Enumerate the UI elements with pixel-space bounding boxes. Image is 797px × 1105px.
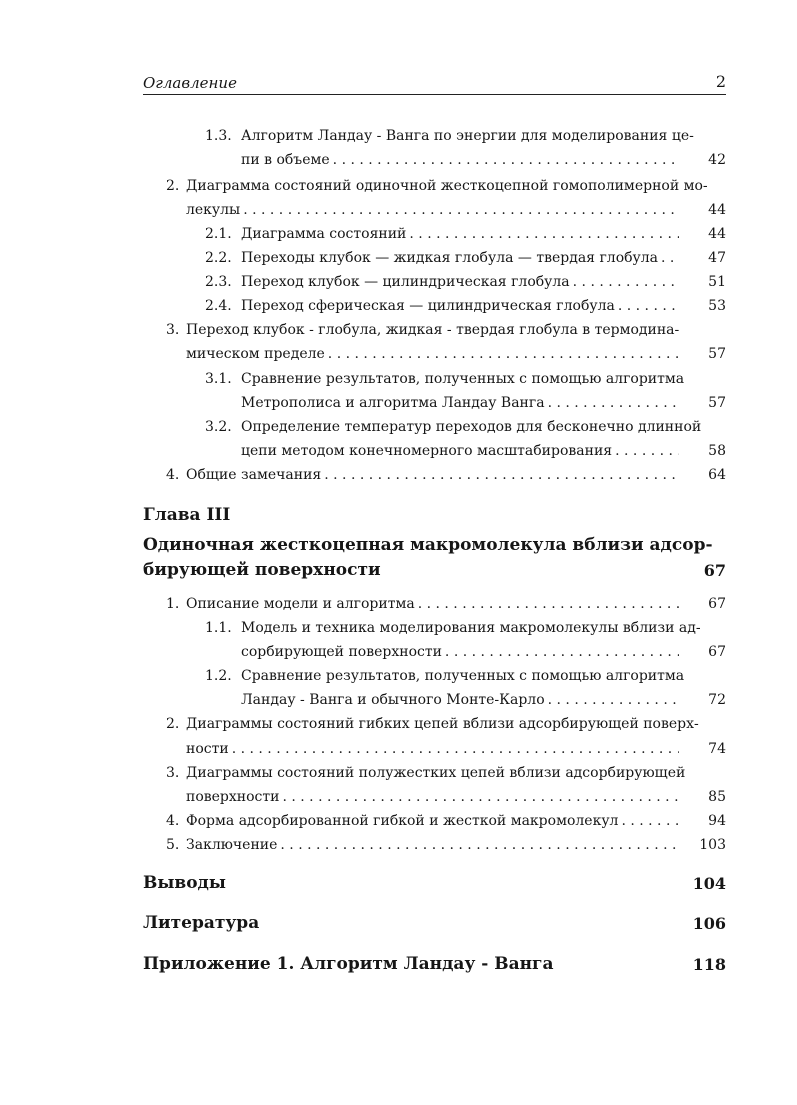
toc-entry-number: 4. xyxy=(166,467,180,483)
toc-entry-text: Переходы клубок — жидкая глобула — твердая глобула xyxy=(241,250,659,266)
leader-dots xyxy=(618,297,679,315)
toc-entry-number: 2.4. xyxy=(205,298,232,314)
toc-entry-text: Модель и техника моделирования макромолекулы вблизи ад- xyxy=(241,620,701,636)
chapter-title-line: бирующей поверхности xyxy=(143,560,381,580)
leader-dots xyxy=(661,249,679,267)
toc-entry-text: Переход клубок - глобула, жидкая - твердая глобула в термодина- xyxy=(186,322,680,338)
toc-entry-page: 57 xyxy=(708,395,726,411)
toc-entry-number: 1.1. xyxy=(205,620,232,636)
toc-entry-number: 2.2. xyxy=(205,250,232,266)
section-page: 118 xyxy=(692,955,726,974)
toc-entry-text: Общие замечания xyxy=(186,467,322,483)
toc-entry-text: сорбирующей поверхности xyxy=(241,644,442,660)
section-title: Выводы xyxy=(143,873,226,893)
section-title: Литература xyxy=(143,913,260,933)
chapter-label: Глава III xyxy=(143,505,231,525)
leader-dots xyxy=(621,812,679,830)
toc-entry-page: 47 xyxy=(708,250,726,266)
toc-entry-number: 3.2. xyxy=(205,419,232,435)
toc-entry-text: Алгоритм Ландау - Ванга по энергии для моделирования це- xyxy=(241,128,694,144)
toc-entry-text: поверхности xyxy=(186,789,280,805)
toc-entry-number: 5. xyxy=(166,837,180,853)
toc-entry-text: Диаграммы состояний полужестких цепей вблизи адсорбирующей xyxy=(186,765,686,781)
leader-dots xyxy=(243,201,679,219)
toc-entry-text: Сравнение результатов, полученных с помощью алгоритма xyxy=(241,668,685,684)
toc-entry-page: 51 xyxy=(708,274,726,290)
toc-entry-number: 2.3. xyxy=(205,274,232,290)
toc-entry-page: 74 xyxy=(708,741,726,757)
toc-entry-page: 67 xyxy=(708,596,726,612)
toc-entry-number: 2. xyxy=(166,716,180,732)
toc-entry-text: лекулы xyxy=(186,202,241,218)
toc-entry-text: Описание модели и алгоритма xyxy=(186,596,415,612)
leader-dots xyxy=(573,273,679,291)
toc-entry-text: Диаграмма состояний xyxy=(241,226,407,242)
toc-entry-number: 1. xyxy=(166,596,180,612)
toc-entry-page: 64 xyxy=(708,467,726,483)
toc-entry-text: Ландау - Ванга и обычного Монте-Карло xyxy=(241,692,545,708)
toc-entry-page: 58 xyxy=(708,443,726,459)
running-header-title: Оглавление xyxy=(143,74,237,92)
toc-entry-text: Сравнение результатов, полученных с помощью алгоритма xyxy=(241,371,685,387)
toc-entry-page: 42 xyxy=(708,152,726,168)
toc-entry-number: 3. xyxy=(166,765,180,781)
leader-dots xyxy=(615,442,679,460)
toc-entry-page: 103 xyxy=(699,837,726,853)
toc-entry-text: Заключение xyxy=(186,837,278,853)
toc-entry-text: мическом пределе xyxy=(186,346,325,362)
toc-entry-text: Метрополиса и алгоритма Ландау Ванга xyxy=(241,395,545,411)
leader-dots xyxy=(548,691,679,709)
leader-dots xyxy=(418,595,679,613)
toc-entry-number: 4. xyxy=(166,813,180,829)
leader-dots xyxy=(548,394,679,412)
section-page: 104 xyxy=(692,874,726,893)
toc-entry-page: 85 xyxy=(708,789,726,805)
toc-entry-text: ности xyxy=(186,741,229,757)
toc-entry-page: 53 xyxy=(708,298,726,314)
section-title: Приложение 1. Алгоритм Ландау - Ванга xyxy=(143,954,554,974)
leader-dots xyxy=(445,643,679,661)
leader-dots xyxy=(324,466,679,484)
toc-entry-page: 44 xyxy=(708,226,726,242)
toc-entry-number: 3.1. xyxy=(205,371,232,387)
toc-entry-page: 94 xyxy=(708,813,726,829)
leader-dots xyxy=(333,151,679,169)
leader-dots xyxy=(409,225,679,243)
section-page: 106 xyxy=(692,914,726,933)
chapter-title-line: Одиночная жесткоцепная макромолекула вблизи адсор- xyxy=(143,535,713,555)
leader-dots xyxy=(280,836,679,854)
toc-entry-number: 1.3. xyxy=(205,128,232,144)
leader-dots xyxy=(232,740,679,758)
chapter-page: 67 xyxy=(703,561,726,580)
toc-entry-text: Переход сферическая — цилиндрическая глобула xyxy=(241,298,615,314)
toc-entry-text: цепи методом конечномерного масштабирования xyxy=(241,443,613,459)
toc-entry-text: Переход клубок — цилиндрическая глобула xyxy=(241,274,570,290)
toc-entry-number: 1.2. xyxy=(205,668,232,684)
toc-entry-number: 3. xyxy=(166,322,180,338)
leader-dots xyxy=(282,788,679,806)
toc-entry-page: 72 xyxy=(708,692,726,708)
running-header-page-number: 2 xyxy=(715,72,726,91)
toc-entry-page: 44 xyxy=(708,202,726,218)
toc-entry-text: Диаграммы состояний гибких цепей вблизи адсорбирующей поверх- xyxy=(186,716,699,732)
toc-entry-text: Форма адсорбированной гибкой и жесткой макромолекул xyxy=(186,813,619,829)
toc-entry-number: 2. xyxy=(166,178,180,194)
leader-dots xyxy=(328,345,679,363)
toc-entry-text: Определение температур переходов для бесконечно длинной xyxy=(241,419,702,435)
toc-entry-text: Диаграмма состояний одиночной жесткоцепной гомополимерной мо- xyxy=(186,178,708,194)
toc-entry-page: 57 xyxy=(708,346,726,362)
toc-entry-number: 2.1. xyxy=(205,226,232,242)
toc-entry-page: 67 xyxy=(708,644,726,660)
running-header xyxy=(143,72,726,95)
toc-entry-text: пи в объеме xyxy=(241,152,330,168)
